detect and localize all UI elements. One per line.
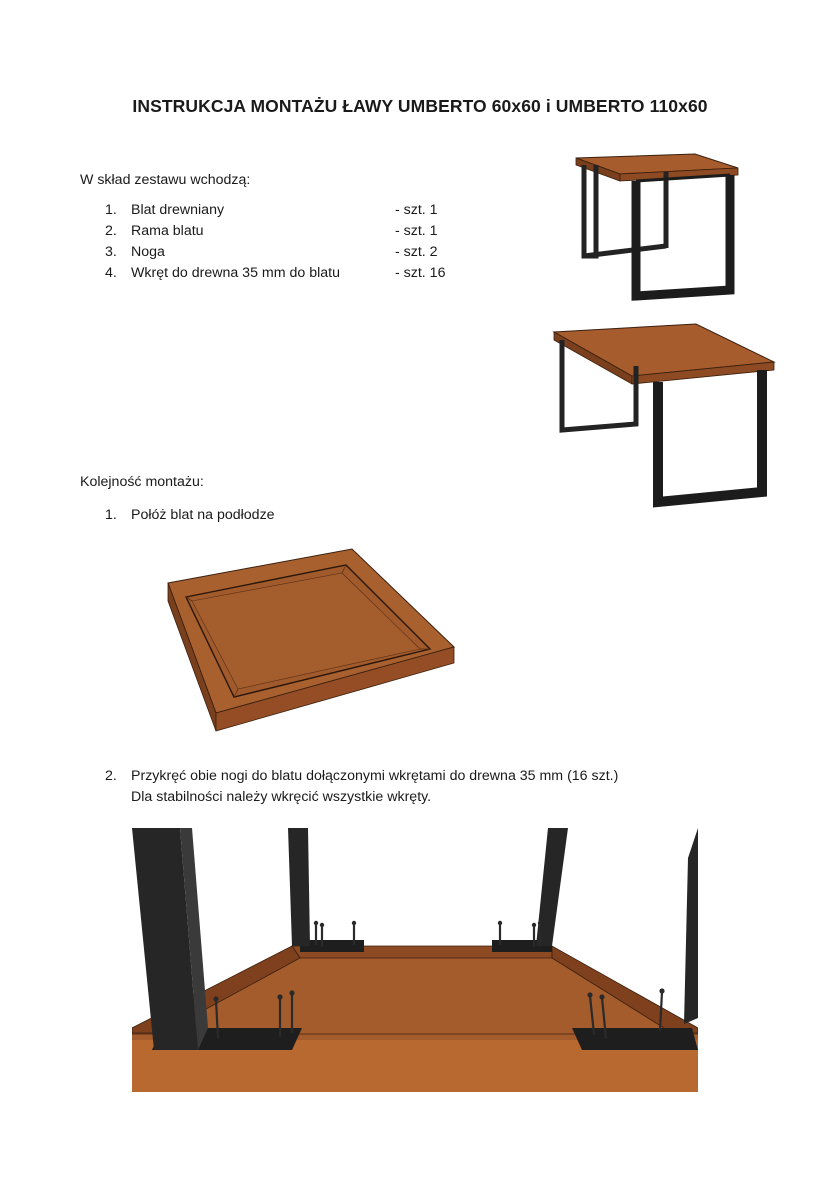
step-text: Połóż blat na podłodze xyxy=(131,507,275,523)
part-number: 1. xyxy=(105,202,117,218)
part-quantity: - szt. 1 xyxy=(395,202,438,218)
page-title: INSTRUKCJA MONTAŻU ŁAWY UMBERTO 60x60 i UMBERTO 110x60 xyxy=(132,96,708,116)
part-name: Noga xyxy=(131,244,165,260)
step-text-line: Dla stabilności należy wkręcić wszystkie wkręty. xyxy=(131,789,432,805)
part-number: 4. xyxy=(105,265,117,281)
part-item xyxy=(105,242,465,263)
part-item xyxy=(105,221,465,242)
part-quantity: - szt. 1 xyxy=(395,223,438,239)
step-1 xyxy=(105,505,275,526)
tabletop-illustration xyxy=(162,545,462,735)
step-number: 1. xyxy=(105,507,117,523)
assembly-heading: Kolejność montażu: xyxy=(80,474,204,490)
part-name: Wkręt do drewna 35 mm do blatu xyxy=(131,265,340,281)
step-number: 2. xyxy=(105,768,117,784)
part-name: Rama blatu xyxy=(131,223,204,239)
table-60x60-illustration xyxy=(570,148,745,303)
part-number: 3. xyxy=(105,244,117,260)
underside-illustration xyxy=(132,828,698,1092)
step-text-line: Przykręć obie nogi do blatu dołączonymi wkrętami do drewna 35 mm (16 szt.) xyxy=(131,768,619,784)
kit-heading: W skład zestawu wchodzą: xyxy=(80,172,251,188)
part-number: 2. xyxy=(105,223,117,239)
part-item xyxy=(105,263,465,284)
part-name: Blat drewniany xyxy=(131,202,225,218)
part-quantity: - szt. 2 xyxy=(395,244,438,260)
part-quantity: - szt. 16 xyxy=(395,265,446,281)
part-item xyxy=(105,200,465,221)
step-2 xyxy=(105,766,618,808)
parts-list xyxy=(105,200,465,284)
table-110x60-illustration xyxy=(548,320,783,510)
